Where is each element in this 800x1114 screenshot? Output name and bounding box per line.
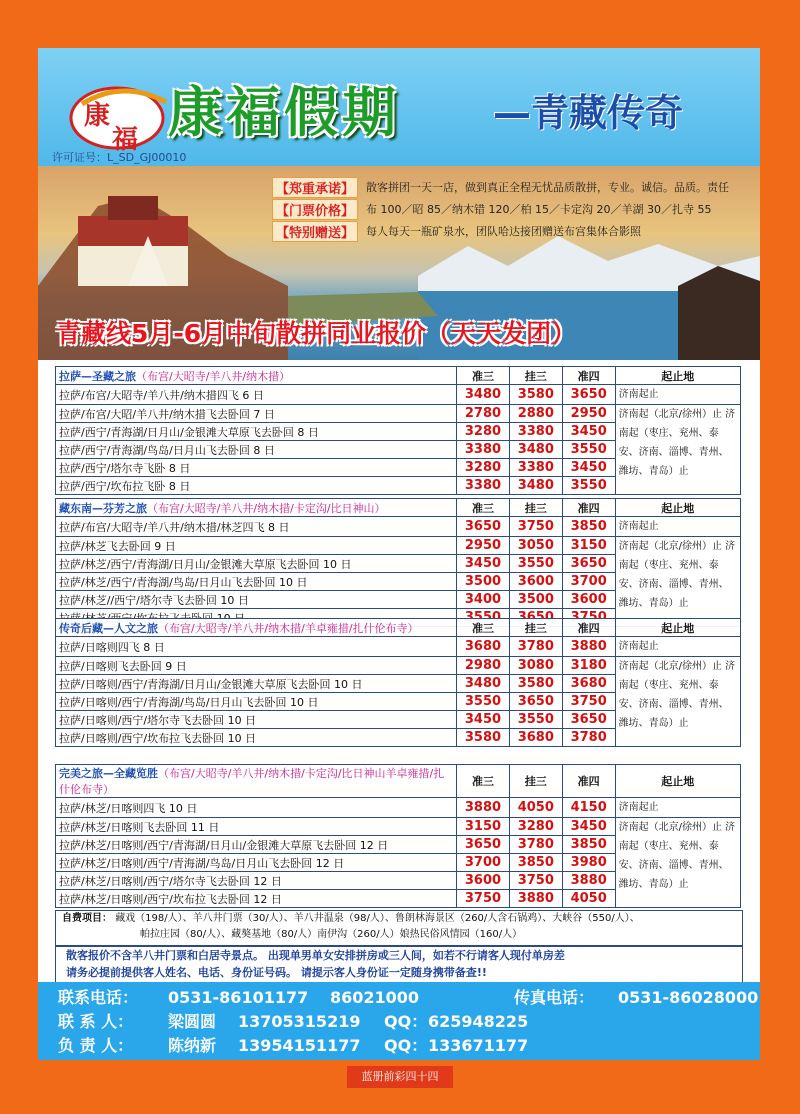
promo-text: 布 100／昭 85／纳木错 120／柏 15／卡定沟 20／羊湖 30／扎寺 55 <box>366 203 712 216</box>
brand-title: 康福假期 <box>168 81 400 144</box>
price-cell: 2950 <box>457 537 510 555</box>
origin-cell: 济南起止 <box>615 637 740 657</box>
origin-cell: 济南起（北京/徐州）止 济南起（枣庄、兖州、泰安、济南、淄博、青州、潍坊、青岛）止 <box>615 537 740 627</box>
route-name: 拉萨/林芝/日喀则/西宁/塔尔寺飞去卧回 12 日 <box>56 872 457 890</box>
route-name: 拉萨/日喀则/西宁/塔尔寺飞去卧回 10 日 <box>56 711 457 729</box>
price-cell: 3650 <box>562 555 615 573</box>
price-cell: 3600 <box>457 872 510 890</box>
price-cell: 2880 <box>509 405 562 423</box>
promo-tag: 【门票价格】 <box>272 199 358 220</box>
price-cell: 3650 <box>457 517 510 537</box>
price-cell: 3450 <box>562 423 615 441</box>
price-cell: 3680 <box>509 729 562 747</box>
route-name: 拉萨/日喀则/西宁/青海湖/鸟岛/日月山飞去卧回 10 日 <box>56 693 457 711</box>
route-name: 拉萨/日喀则/西宁/青海湖/日月山/金银滩大草原飞去卧回 10 日 <box>56 675 457 693</box>
contact-line-head <box>58 1034 758 1058</box>
price-cell: 3750 <box>562 693 615 711</box>
table-row <box>56 517 741 537</box>
qq-label: QQ： <box>384 1012 428 1031</box>
price-cell: 3400 <box>457 591 510 609</box>
route-name: 拉萨/西宁/青海湖/日月山/金银滩大草原飞去卧回 8 日 <box>56 423 457 441</box>
price-cell: 2780 <box>457 405 510 423</box>
route-name: 拉萨/西宁/青海湖/鸟岛/日月山飞去卧回 8 日 <box>56 441 457 459</box>
price-table <box>55 764 741 908</box>
price-cell: 3580 <box>509 385 562 405</box>
tel-number: 0531-86101177 <box>168 988 309 1007</box>
price-cell: 3550 <box>509 555 562 573</box>
optional-expenses <box>55 910 743 946</box>
price-cell: 3850 <box>562 836 615 854</box>
price-cell: 3480 <box>509 477 562 495</box>
svg-text:福: 福 <box>112 125 139 155</box>
price-cell: 3780 <box>509 836 562 854</box>
price-cell: 4050 <box>509 798 562 818</box>
price-cell: 3780 <box>509 637 562 657</box>
price-cell: 3380 <box>509 459 562 477</box>
price-cell: 3650 <box>562 385 615 405</box>
price-cell: 2950 <box>562 405 615 423</box>
col-header: 准三 <box>457 367 510 385</box>
price-cell: 3480 <box>457 385 510 405</box>
contact-line-person <box>58 1010 758 1034</box>
route-name: 拉萨/日喀则四飞 8 日 <box>56 637 457 657</box>
price-cell: 3750 <box>509 872 562 890</box>
head-name: 陈纳新 <box>168 1036 217 1055</box>
price-cell: 3880 <box>457 798 510 818</box>
head-label: 负 责 人： <box>58 1036 134 1055</box>
price-cell: 3080 <box>509 657 562 675</box>
price-cell: 3450 <box>457 711 510 729</box>
flyer-page <box>38 48 760 1060</box>
route-name: 拉萨/西宁/坎布拉飞卧 8 日 <box>56 477 457 495</box>
price-cell: 3680 <box>457 637 510 657</box>
price-cell: 3150 <box>457 818 510 836</box>
price-cell: 3450 <box>457 555 510 573</box>
col-header: 挂三 <box>509 367 562 385</box>
head-qq: 133671177 <box>428 1036 529 1055</box>
table-row <box>56 537 741 555</box>
header <box>38 48 760 166</box>
col-header: 准三 <box>457 765 510 798</box>
promo-block <box>272 176 729 242</box>
price-table <box>55 498 741 627</box>
price-cell: 3600 <box>509 573 562 591</box>
table-row <box>56 798 741 818</box>
route-name: 拉萨/林芝/日喀则/西宁/青海湖/日月山/金银滩大草原飞去卧回 12 日 <box>56 836 457 854</box>
fax-number: 0531-86028000 <box>618 988 759 1007</box>
origin-cell: 济南起（北京/徐州）止 济南起（枣庄、兖州、泰安、济南、淄博、青州、潍坊、青岛）止 <box>615 818 740 908</box>
route-name: 拉萨/林芝/日喀则/西宁/坎布拉飞去卧回 12 日 <box>56 890 457 908</box>
table-header-row <box>56 765 741 798</box>
table-row <box>56 818 741 836</box>
person-phone: 13705315219 <box>238 1012 361 1031</box>
col-header: 准三 <box>457 619 510 637</box>
svg-text:康: 康 <box>84 101 111 131</box>
price-cell: 3750 <box>457 890 510 908</box>
price-cell: 3500 <box>509 591 562 609</box>
col-header: 准四 <box>562 619 615 637</box>
price-cell: 3480 <box>509 441 562 459</box>
price-cell: 3550 <box>457 693 510 711</box>
price-table <box>55 366 741 495</box>
price-table <box>55 618 741 747</box>
route-name: 拉萨/西宁/塔尔寺飞卧 8 日 <box>56 459 457 477</box>
price-cell: 4150 <box>562 798 615 818</box>
license-number: 许可证号：L_SD_GJ00010 <box>52 151 187 164</box>
note-line: 散客报价不含羊八井门票和白居寺景点。 出现单男单女安排拼房或三人间，如若不行请客人现付单房差 <box>66 949 565 962</box>
price-cell: 3050 <box>509 537 562 555</box>
route-name: 拉萨/林芝飞去卧回 9 日 <box>56 537 457 555</box>
page-tag: 蓝册前彩四十四 <box>347 1066 453 1088</box>
extras-label: 自费项目： <box>62 913 112 924</box>
head-phone: 13954151177 <box>238 1036 361 1055</box>
promo-tag: 【特别赠送】 <box>272 221 358 242</box>
route-name: 拉萨/布宫/大昭寺/羊八井/纳木措四飞 6 日 <box>56 385 457 405</box>
price-cell: 3650 <box>562 711 615 729</box>
fax-label: 传真电话： <box>514 988 595 1007</box>
price-cell: 3700 <box>562 573 615 591</box>
promo-text: 散客拼团一天一店，做到真正全程无忧品质散拼，专业。诚信。品质。责任 <box>366 181 730 194</box>
price-cell: 3850 <box>509 854 562 872</box>
price-cell: 3980 <box>562 854 615 872</box>
price-cell: 3180 <box>562 657 615 675</box>
contact-panel <box>38 982 760 1060</box>
price-cell: 3380 <box>457 477 510 495</box>
route-name: 拉萨/林芝//西宁/塔尔寺飞去卧回 10 日 <box>56 591 457 609</box>
promo-text: 每人每天一瓶矿泉水，团队哈达接团赠送布宫集体合影照 <box>366 225 642 238</box>
section-title: 藏东南—芬芳之旅（布宫/大昭寺/羊八井/纳木措/卡定沟/比日神山） <box>56 499 457 517</box>
price-cell: 3600 <box>562 591 615 609</box>
price-cell: 3580 <box>457 729 510 747</box>
route-name: 拉萨/布宫/大昭寺/羊八井/纳木措/林芝四飞 8 日 <box>56 517 457 537</box>
headline: 青藏线5月-6月中旬散拼同业报价（天天发团） <box>56 319 577 348</box>
section-title: 传奇后藏—人文之旅（布宫/大昭寺/羊八井/纳木措/羊卓雍措/扎什伦布寺） <box>56 619 457 637</box>
promo-row <box>272 220 729 242</box>
logo-icon <box>62 74 182 160</box>
price-cell: 3880 <box>562 872 615 890</box>
col-header: 起止地 <box>615 619 740 637</box>
section-title: 拉萨—圣藏之旅（布宫/大昭寺/羊八井/纳木措） <box>56 367 457 385</box>
price-cell: 3650 <box>509 693 562 711</box>
col-header: 准四 <box>562 765 615 798</box>
origin-cell: 济南起（北京/徐州）止 济南起（枣庄、兖州、泰安、济南、淄博、青州、潍坊、青岛）止 <box>615 657 740 747</box>
route-name: 拉萨/林芝/西宁/青海湖/鸟岛/日月山飞去卧回 10 日 <box>56 573 457 591</box>
notes <box>55 946 743 984</box>
table-header-row <box>56 367 741 385</box>
price-cell: 3550 <box>562 477 615 495</box>
price-cell: 3280 <box>457 423 510 441</box>
extras-line: 藏戏（198/人）、羊八井门票（30/人）、羊八井温泉（98/人）、鲁朗林海景区（260/人含石锅鸡）、大峡谷（550/人）、 <box>115 913 640 924</box>
price-cell: 3650 <box>457 836 510 854</box>
contact-line-phone <box>58 986 758 1010</box>
col-header: 起止地 <box>615 367 740 385</box>
price-cell: 3700 <box>457 854 510 872</box>
route-name: 拉萨/林芝/日喀则飞去卧回 11 日 <box>56 818 457 836</box>
col-header: 起止地 <box>615 765 740 798</box>
price-cell: 3150 <box>562 537 615 555</box>
note-line: 请务必提前提供客人姓名、电话、身份证号码。 请提示客人身份证一定随身携带备查!! <box>66 966 487 979</box>
col-header: 准四 <box>562 499 615 517</box>
table-row <box>56 637 741 657</box>
price-cell: 4050 <box>562 890 615 908</box>
price-cell: 3480 <box>457 675 510 693</box>
price-cell: 3500 <box>457 573 510 591</box>
price-cell: 3450 <box>562 459 615 477</box>
col-header: 挂三 <box>509 765 562 798</box>
price-cell: 3450 <box>562 818 615 836</box>
route-name: 拉萨/日喀则飞去卧回 9 日 <box>56 657 457 675</box>
origin-cell: 济南起止 <box>615 385 740 405</box>
person-name: 梁圆圆 <box>168 1012 217 1031</box>
price-cell: 3850 <box>562 517 615 537</box>
price-cell: 2980 <box>457 657 510 675</box>
extras-line: 帕拉庄园（80/人）、藏獒基地（80/人）南伊沟（260/人）娘热民俗风情园（160/人） <box>140 929 523 940</box>
col-header: 准四 <box>562 367 615 385</box>
promo-row <box>272 176 729 198</box>
table-row <box>56 657 741 675</box>
origin-cell: 济南起止 <box>615 517 740 537</box>
promo-tag: 【郑重承诺】 <box>272 177 358 198</box>
price-cell: 3880 <box>509 890 562 908</box>
qq-label: QQ： <box>384 1036 428 1055</box>
price-cell: 3750 <box>509 517 562 537</box>
route-name: 拉萨/布宫/大昭/羊八井/纳木措飞去卧回 7 日 <box>56 405 457 423</box>
price-cell: 3380 <box>457 441 510 459</box>
promo-row <box>272 198 729 220</box>
section-title: 完美之旅—全藏览胜（布宫/大昭寺/羊八井/纳木措/卡定沟/比日神山羊卓雍措/扎什伦布寺） <box>56 765 457 798</box>
person-label: 联 系 人： <box>58 1012 134 1031</box>
price-cell: 3550 <box>562 441 615 459</box>
price-cell: 3280 <box>457 459 510 477</box>
route-name: 拉萨/林芝/西宁/青海湖/日月山/金银滩大草原飞去卧回 10 日 <box>56 555 457 573</box>
price-cell: 3580 <box>509 675 562 693</box>
col-header: 挂三 <box>509 499 562 517</box>
price-cell: 3280 <box>509 818 562 836</box>
col-header: 准三 <box>457 499 510 517</box>
person-qq: 625948225 <box>428 1012 529 1031</box>
origin-cell: 济南起止 <box>615 798 740 818</box>
table-header-row <box>56 499 741 517</box>
brand-subtitle: —青藏传奇 <box>493 91 684 135</box>
col-header: 起止地 <box>615 499 740 517</box>
origin-cell: 济南起（北京/徐州）止 济南起（枣庄、兖州、泰安、济南、淄博、青州、潍坊、青岛）止 <box>615 405 740 495</box>
scenic-banner <box>38 166 760 360</box>
price-cell: 3680 <box>562 675 615 693</box>
price-cell: 3780 <box>562 729 615 747</box>
route-name: 拉萨/林芝/日喀则/西宁/青海湖/鸟岛/日月山飞去卧回 12 日 <box>56 854 457 872</box>
price-cell: 3550 <box>509 711 562 729</box>
col-header: 挂三 <box>509 619 562 637</box>
tel-label: 联系电话： <box>58 988 139 1007</box>
table-row <box>56 405 741 423</box>
price-cell: 3380 <box>509 423 562 441</box>
tel-number-2: 86021000 <box>330 988 420 1007</box>
price-cell: 3880 <box>562 637 615 657</box>
route-name: 拉萨/日喀则/西宁/坎布拉飞去卧回 10 日 <box>56 729 457 747</box>
table-row <box>56 385 741 405</box>
table-header-row <box>56 619 741 637</box>
route-name: 拉萨/林芝/日喀则四飞 10 日 <box>56 798 457 818</box>
